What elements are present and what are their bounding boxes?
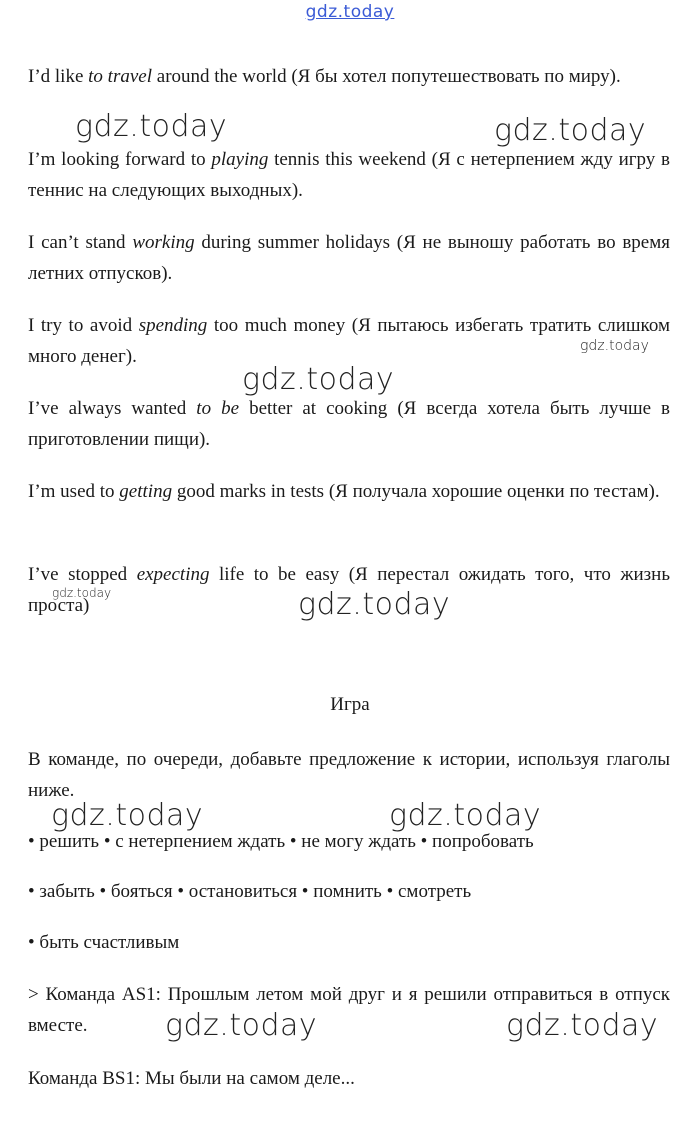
sentence-7: I’ve stopped expecting life to be easy (Я перестал ожидать того, что жизнь проста) bbox=[28, 564, 670, 616]
watermark: gdz.today bbox=[389, 798, 542, 833]
sentence-3: I can’t stand working during summer holidays (Я не выношу работать во время летних отпусков). bbox=[28, 232, 670, 284]
sentence-5: I’ve always wanted to be better at cooking (Я всегда хотела быть лучше в приготовлении пищи). bbox=[28, 398, 671, 450]
watermark: gdz.today bbox=[580, 338, 649, 354]
watermark: gdz.today bbox=[75, 109, 228, 144]
verbs-line-2: • забыть • бояться • остановиться • помнить • смотреть bbox=[28, 881, 472, 902]
sentence-4: I try to avoid spending too much money (Я пытаюсь избегать тратить слишком много денег). bbox=[28, 315, 670, 367]
watermark: gdz.today bbox=[298, 587, 451, 622]
header-watermark: gdz.today bbox=[305, 2, 395, 22]
sentence-2: I’m looking forward to playing tennis this weekend (Я с нетерпением жду игру в теннис на следующих выходных). bbox=[28, 149, 670, 201]
team-a-line: > Команда AS1: Прошлым летом мой друг и я решили отправиться в отпуск вместе. bbox=[28, 984, 670, 1036]
watermark: gdz.today bbox=[506, 1008, 659, 1043]
game-instruction: В команде, по очереди, добавьте предложение к истории, используя глаголы ниже. bbox=[28, 749, 670, 801]
watermark: gdz.today bbox=[165, 1008, 318, 1043]
team-b-line: Команда BS1: Мы были на самом деле... bbox=[28, 1068, 355, 1089]
watermark: gdz.today bbox=[494, 113, 647, 148]
watermark: gdz.today bbox=[51, 798, 204, 833]
verbs-line-1: • решить • с нетерпением ждать • не могу ждать • попробовать bbox=[28, 831, 534, 852]
sentence-1: I’d like to travel around the world (Я бы хотел попутешествовать по миру). bbox=[28, 66, 621, 87]
sentence-6: I’m used to getting good marks in tests (Я получала хорошие оценки по тестам). bbox=[28, 481, 660, 502]
verbs-line-3: • быть счастливым bbox=[28, 932, 180, 953]
watermark: gdz.today bbox=[52, 586, 112, 600]
game-title: Игра bbox=[330, 694, 370, 715]
watermark: gdz.today bbox=[242, 362, 395, 397]
